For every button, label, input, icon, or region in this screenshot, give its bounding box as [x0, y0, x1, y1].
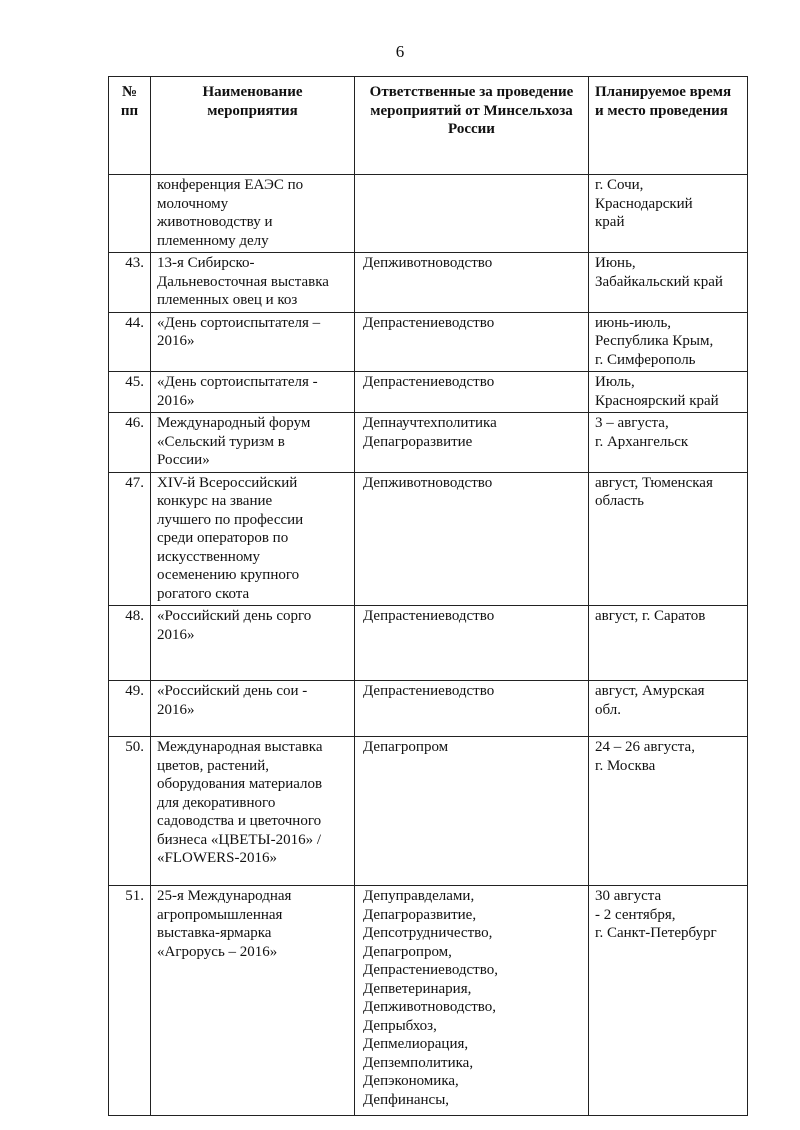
event-name: конференция ЕАЭС по молочному животноводству и племенному делу — [151, 175, 355, 253]
event-place: г. Сочи, Краснодарский край — [589, 175, 748, 253]
table-row — [109, 681, 748, 737]
event-place: 24 – 26 августа, г. Москва — [589, 737, 748, 886]
row-number: 49. — [109, 681, 151, 737]
row-number: 46. — [109, 413, 151, 473]
event-place: 30 августа - 2 сентября, г. Санкт-Петербург — [589, 886, 748, 1116]
event-name: XIV-й Всероссийский конкурс на звание лучшего по профессии среди операторов по искусственному осеменению крупного рогатого скота — [151, 472, 355, 606]
header-num: № пп — [109, 77, 151, 175]
event-place: июнь-июль, Республика Крым, г. Симферополь — [589, 312, 748, 372]
event-responsible — [355, 175, 589, 253]
event-responsible: Депнаучтехполитика Депагроразвитие — [355, 413, 589, 473]
event-name: «Российский день сорго 2016» — [151, 606, 355, 681]
table-row — [109, 175, 748, 253]
row-number: 47. — [109, 472, 151, 606]
event-name: «День сортоиспытателя – 2016» — [151, 312, 355, 372]
event-place: 3 – августа, г. Архангельск — [589, 413, 748, 473]
event-responsible: Депрастениеводство — [355, 312, 589, 372]
event-responsible: Депрастениеводство — [355, 606, 589, 681]
table-row — [109, 413, 748, 473]
event-responsible: Депуправделами, Депагроразвитие, Депсотрудничество, Депагропром, Депрастениеводство, Депветеринария, Депживотноводство, Депрыбхоз, Депмелиорация, Депземполитика, Депэкономика, Депфинансы, — [355, 886, 589, 1116]
event-responsible: Депрастениеводство — [355, 372, 589, 413]
event-place: август, г. Саратов — [589, 606, 748, 681]
events-table — [108, 76, 748, 1116]
row-number: 44. — [109, 312, 151, 372]
table-row — [109, 372, 748, 413]
event-place: Июнь, Забайкальский край — [589, 253, 748, 313]
row-number: 48. — [109, 606, 151, 681]
event-name: «Российский день сои - 2016» — [151, 681, 355, 737]
page-number: 6 — [395, 42, 405, 61]
table-row — [109, 606, 748, 681]
event-responsible: Депрастениеводство — [355, 681, 589, 737]
row-number: 51. — [109, 886, 151, 1116]
header-plan: Планируемое время и место проведения — [589, 77, 748, 175]
table-row — [109, 472, 748, 606]
header-name: Наименование мероприятия — [151, 77, 355, 175]
event-place: август, Тюменская область — [589, 472, 748, 606]
event-place: август, Амурская обл. — [589, 681, 748, 737]
row-number: 50. — [109, 737, 151, 886]
event-responsible: Депживотноводство — [355, 253, 589, 313]
table-header-row — [109, 77, 748, 175]
row-number: 45. — [109, 372, 151, 413]
event-name: «День сортоиспытателя - 2016» — [151, 372, 355, 413]
event-name: 25-я Международная агропромышленная выставка-ярмарка «Агрорусь – 2016» — [151, 886, 355, 1116]
row-number: 43. — [109, 253, 151, 313]
event-name: Международная выставка цветов, растений, оборудования материалов для декоративного садоводства и цветочного бизнеса «ЦВЕТЫ-2016» / «FLOWERS-2016» — [151, 737, 355, 886]
table-row — [109, 312, 748, 372]
table-row — [109, 737, 748, 886]
event-name: 13-я Сибирско- Дальневосточная выставка племенных овец и коз — [151, 253, 355, 313]
table-row — [109, 886, 748, 1116]
header-responsible: Ответственные за проведение мероприятий от Минсельхоза России — [355, 77, 589, 175]
event-responsible: Депагропром — [355, 737, 589, 886]
table-row — [109, 253, 748, 313]
event-name: Международный форум «Сельский туризм в России» — [151, 413, 355, 473]
event-place: Июль, Красноярский край — [589, 372, 748, 413]
row-number — [109, 175, 151, 253]
event-responsible: Депживотноводство — [355, 472, 589, 606]
